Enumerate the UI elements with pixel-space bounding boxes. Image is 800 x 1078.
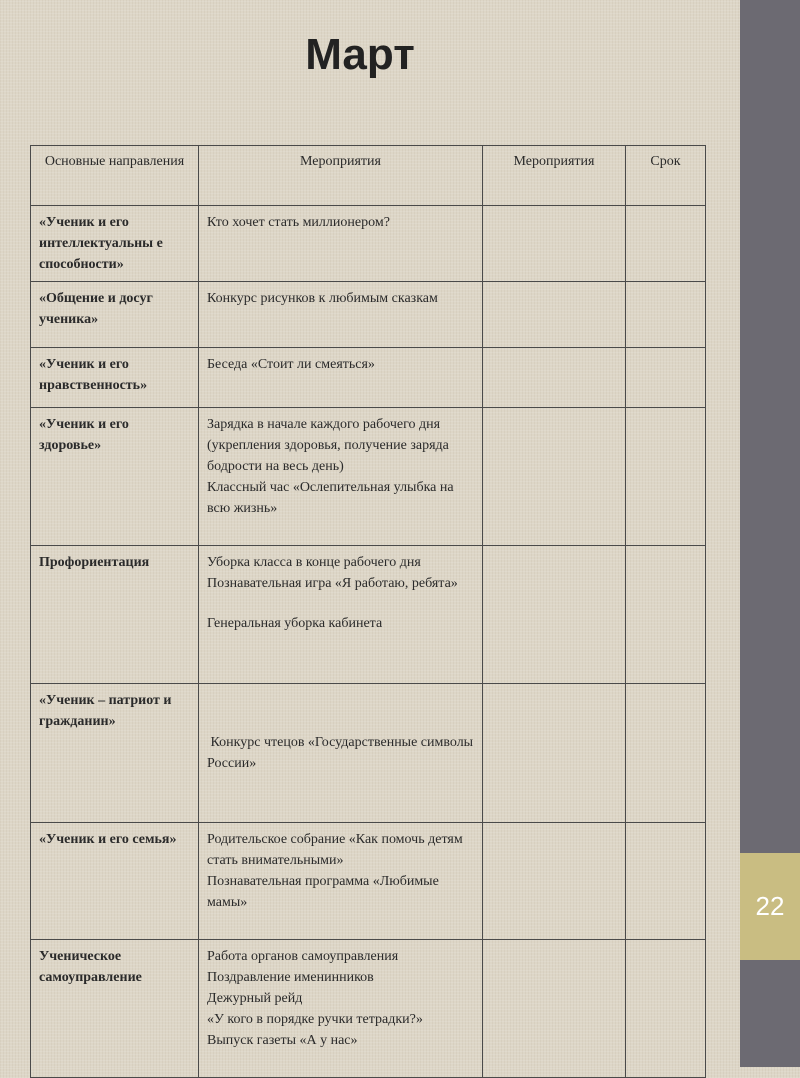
header-events-2: Мероприятия [483,146,626,206]
deadline-cell [626,408,706,546]
plan-table [30,145,706,1078]
event-line: Познавательная программа «Любимые мамы» [207,874,439,910]
direction-cell: «Ученик – патриот и гражданин» [31,684,199,823]
table-row [31,940,706,1078]
event-line: Зарядка в начале каждого рабочего дня (укрепления здоровья, получение заряда бодрости на весь день) [207,417,449,474]
event-line: Конкурс чтецов «Государственные символы России» [207,735,477,771]
event-line: Выпуск газеты «А у нас» [207,1033,358,1048]
events-2-cell [483,206,626,282]
event-line: Классный час «Ослепительная улыбка на всю жизнь» [207,480,454,516]
event-line: «У кого в порядке ручки тетрадки?» [207,1012,423,1027]
events-cell [199,282,483,348]
events-cell [199,348,483,408]
events-cell [199,940,483,1078]
table-row [31,348,706,408]
event-line: Уборка класса в конце рабочего дня [207,555,421,570]
events-cell [199,206,483,282]
event-line: Беседа «Стоит ли смеяться» [207,357,375,372]
events-2-cell [483,684,626,823]
direction-cell: Ученическое самоуправление [31,940,199,1078]
header-deadline: Срок [626,146,706,206]
deadline-cell [626,684,706,823]
direction-cell: «Общение и досуг ученика» [31,282,199,348]
events-2-cell [483,348,626,408]
deadline-cell [626,282,706,348]
events-2-cell [483,823,626,940]
direction-cell: «Ученик и его нравственность» [31,348,199,408]
deadline-cell [626,823,706,940]
event-line: Кто хочет стать миллионером? [207,215,390,230]
events-cell [199,823,483,940]
table-row [31,684,706,823]
table-row [31,282,706,348]
direction-cell: «Ученик и его здоровье» [31,408,199,546]
events-2-cell [483,282,626,348]
event-line: Работа органов самоуправления [207,949,399,964]
direction-cell: Профориентация [31,546,199,684]
events-cell [199,684,483,823]
event-line: Поздравление именинников [207,970,374,985]
direction-cell: «Ученик и его интеллектуальны е способности» [31,206,199,282]
table-header-row [31,146,706,206]
table-row [31,546,706,684]
deadline-cell [626,206,706,282]
table-row [31,823,706,940]
events-2-cell [483,408,626,546]
event-line: Познавательная игра «Я работаю, ребята» [207,576,458,591]
deadline-cell [626,348,706,408]
events-2-cell [483,940,626,1078]
event-line: Дежурный рейд [207,991,303,1006]
event-line: Родительское собрание «Как помочь детям стать внимательными» [207,832,463,868]
event-line: Генеральная уборка кабинета [207,616,383,631]
events-cell [199,546,483,684]
page-number-badge: 22 [740,853,800,960]
events-2-cell [483,546,626,684]
direction-cell: «Ученик и его семья» [31,823,199,940]
events-cell [199,408,483,546]
event-line: Конкурс рисунков к любимым сказкам [207,291,438,306]
header-directions: Основные направления [31,146,199,206]
table-row [31,408,706,546]
deadline-cell [626,940,706,1078]
event-gap [207,594,474,613]
table-row [31,206,706,282]
page-title: Март [305,30,415,79]
header-events: Мероприятия [199,146,483,206]
deadline-cell [626,546,706,684]
